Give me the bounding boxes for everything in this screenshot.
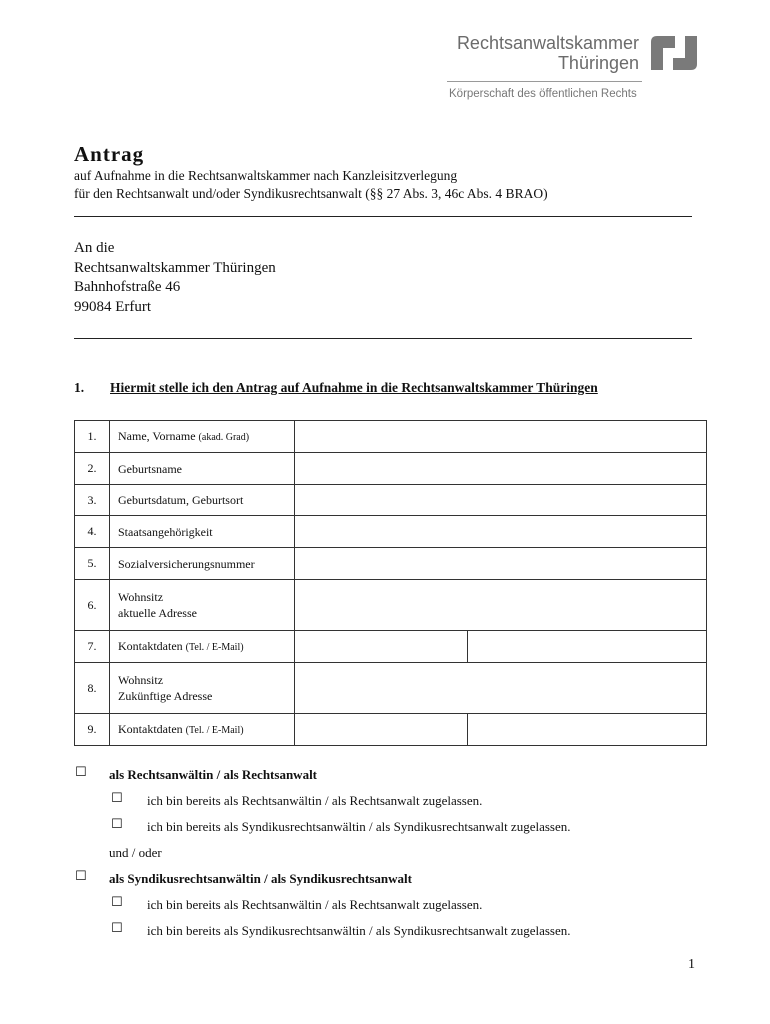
checkbox-ra-already-ra[interactable]: ☐ [111, 791, 123, 806]
table-row [75, 663, 707, 714]
option-ra-already-ra-label: ich bin bereits als Rechtsanwältin / als Rechtsanwalt zugelassen. [147, 793, 483, 808]
social-security-field[interactable] [295, 548, 707, 580]
row-number: 1. [75, 421, 110, 453]
table-row [75, 516, 707, 548]
option-ra-already-syndikus-label: ich bin bereits als Syndikusrechtsanwältin / als Syndikusrechtsanwalt zugelassen. [147, 819, 571, 834]
current-address-field[interactable] [295, 580, 707, 631]
address-line-4: 99084 Erfurt [74, 298, 152, 315]
checkbox-syn-already-ra[interactable]: ☐ [111, 895, 123, 910]
option-rechtsanwalt-label: als Rechtsanwältin / als Rechtsanwalt [109, 767, 318, 782]
birth-date-place-field[interactable] [295, 485, 707, 516]
row-number: 7. [75, 631, 110, 663]
table-row [75, 453, 707, 485]
table-row [75, 714, 707, 746]
brand-sub: Thüringen [557, 53, 639, 73]
row-number: 9. [75, 714, 110, 746]
checkbox-rechtsanwalt[interactable]: ☐ [75, 765, 87, 780]
address-line-1: An die [74, 240, 115, 256]
table-row [75, 421, 707, 453]
email-field[interactable] [468, 631, 707, 663]
checkbox-ra-already-syndikus[interactable]: ☐ [111, 817, 123, 832]
row-label: Wohnsitz aktuelle Adresse [110, 580, 295, 631]
subtitle-line-2: für den Rechtsanwalt und/oder Syndikusrechtsanwalt (§§ 27 Abs. 3, 46c Abs. 4 BRAO) [74, 186, 548, 201]
checkbox-syn-already-syndikus[interactable]: ☐ [111, 921, 123, 936]
page-number: 1 [688, 957, 695, 972]
row-number: 2. [75, 453, 110, 485]
document-subtitle [74, 167, 548, 203]
checkbox-syndikus[interactable]: ☐ [75, 869, 87, 884]
row-label: Wohnsitz Zukünftige Adresse [110, 663, 295, 714]
option-syn-already-ra-label: ich bin bereits als Rechtsanwältin / als Rechtsanwalt zugelassen. [147, 897, 483, 912]
row-number: 8. [75, 663, 110, 714]
phone-field[interactable] [295, 631, 468, 663]
rak-logo-icon [649, 34, 699, 72]
table-row [75, 631, 707, 663]
table-row [75, 485, 707, 516]
row-number: 4. [75, 516, 110, 548]
recipient-address [74, 239, 276, 317]
brand-name: Rechtsanwaltskammer [456, 33, 639, 53]
future-email-field[interactable] [468, 714, 707, 746]
row-label: Staatsangehörigkeit [110, 516, 295, 548]
nationality-field[interactable] [295, 516, 707, 548]
name-field[interactable] [295, 421, 707, 453]
row-label: Geburtsdatum, Geburtsort [110, 485, 295, 516]
row-number: 5. [75, 548, 110, 580]
row-label: Name, Vorname (akad. Grad) [110, 421, 295, 453]
future-address-field[interactable] [295, 663, 707, 714]
address-line-3: Bahnhofstraße 46 [74, 279, 181, 295]
section-text: Hiermit stelle ich den Antrag auf Aufnahme in die Rechtsanwaltskammer Thüringen [110, 380, 598, 395]
brand-tagline: Körperschaft des öffentlichen Rechts [449, 88, 637, 100]
section-number: 1. [74, 380, 85, 395]
row-label: Kontaktdaten (Tel. / E-Mail) [110, 714, 295, 746]
future-phone-field[interactable] [295, 714, 468, 746]
option-syn-already-syndikus-label: ich bin bereits als Syndikusrechtsanwältin / als Syndikusrechtsanwalt zugelassen. [147, 923, 571, 938]
divider-line [74, 338, 692, 339]
letterhead [445, 30, 705, 110]
applicant-form-table [74, 420, 707, 746]
header-divider [447, 81, 642, 82]
row-number: 6. [75, 580, 110, 631]
option-syndikus-label: als Syndikusrechtsanwältin / als Syndikusrechtsanwalt [109, 871, 412, 886]
birth-name-field[interactable] [295, 453, 707, 485]
address-line-2: Rechtsanwaltskammer Thüringen [74, 259, 276, 276]
document-title: Antrag [74, 142, 145, 166]
row-number: 3. [75, 485, 110, 516]
row-label: Kontaktdaten (Tel. / E-Mail) [110, 631, 295, 663]
table-row [75, 580, 707, 631]
table-row [75, 548, 707, 580]
and-or-text: und / oder [109, 845, 162, 860]
row-label: Sozialversicherungsnummer [110, 548, 295, 580]
subtitle-line-1: auf Aufnahme in die Rechtsanwaltskammer nach Kanzleisitzverlegung [74, 168, 458, 183]
row-label: Geburtsname [110, 453, 295, 485]
section-heading [74, 380, 598, 396]
divider-line [74, 216, 692, 217]
